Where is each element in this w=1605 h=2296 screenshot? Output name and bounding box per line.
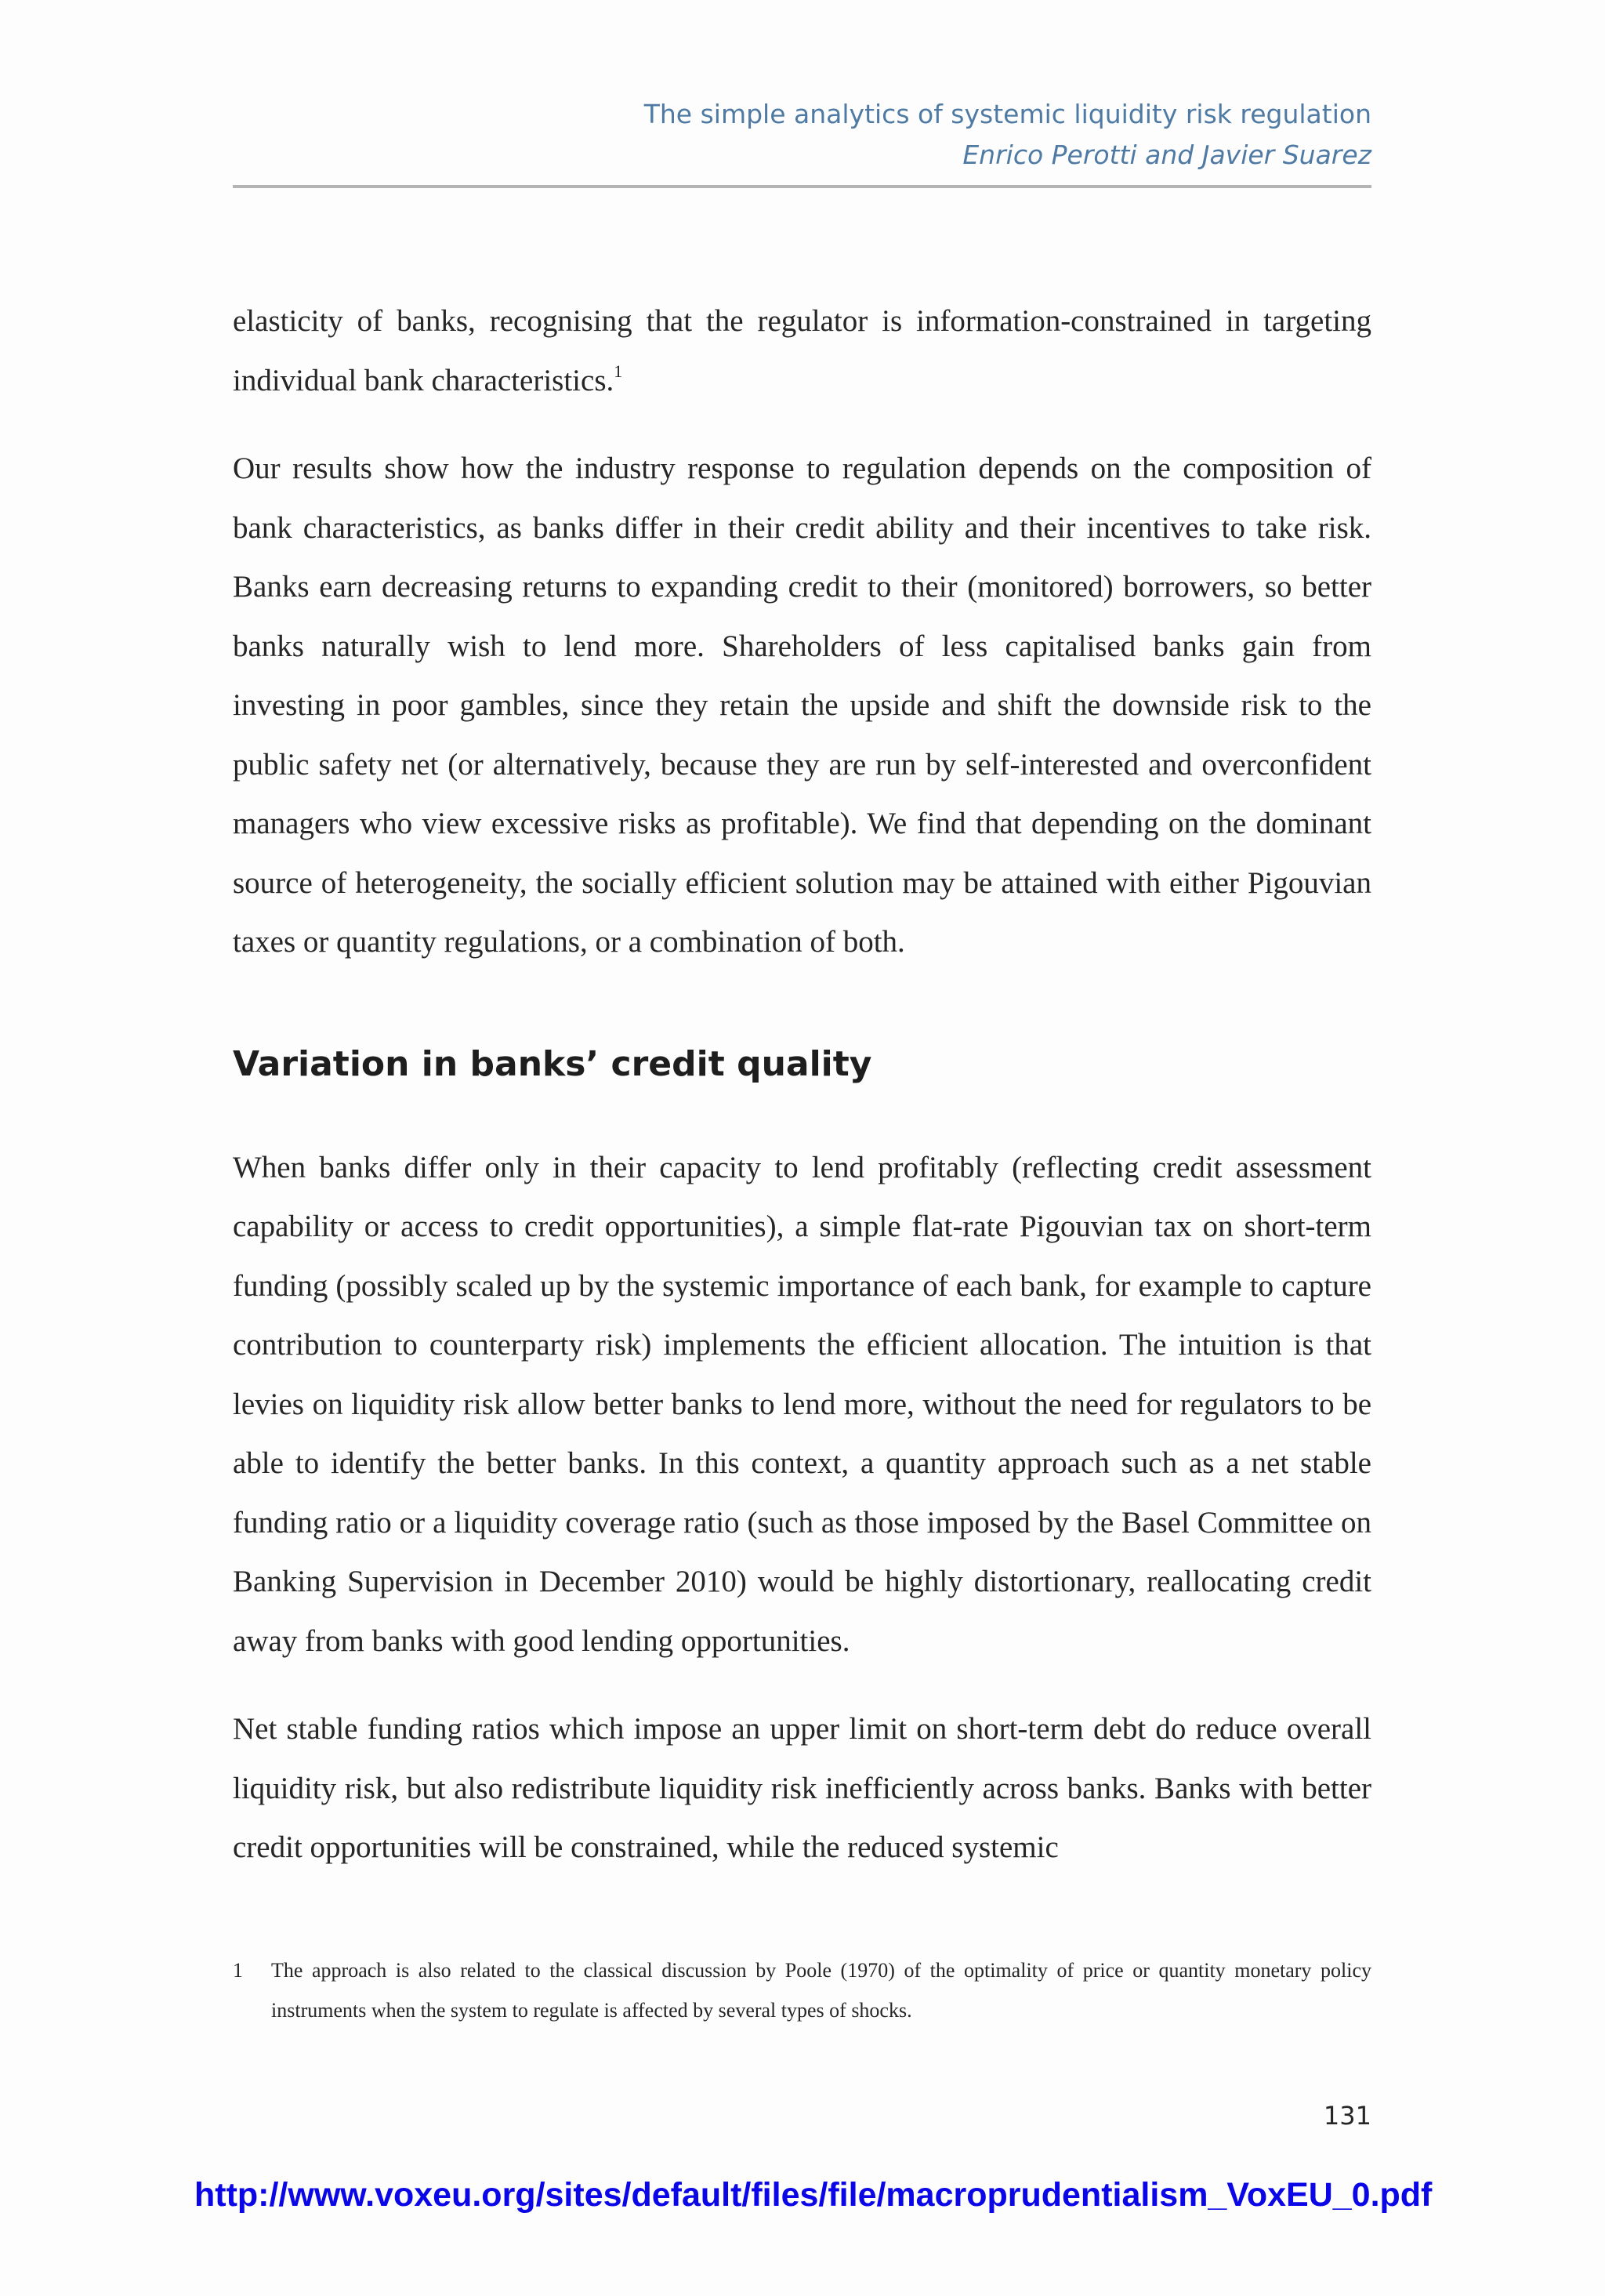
source-url-link[interactable]: http://www.voxeu.org/sites/default/files/file/macroprudentialism_VoxEU_0.pdf xyxy=(194,2176,1433,2214)
paragraph-2: Our results show how the industry response to regulation depends on the composition of bank characteristics, as banks differ in their credit ability and their incentives to take risk. Banks earn decreasing returns to expanding credit to their (monitored) borrowers, so better banks naturally wish to lend more. Shareholders of less capitalised banks gain from investing in poor gambles, since they retain the upside and shift the downside risk to the public safety net (or alternatively, because they are run by self-interested and overconfident managers who view excessive risks as profitable). We find that depending on the dominant source of heterogeneity, the socially efficient solution may be attained with either Pigouvian taxes or quantity regulations, or a combination of both. xyxy=(233,452,1371,959)
paragraph-1-text: elasticity of banks, recognising that the regulator is information-constrained in targeting individual bank characteristics. xyxy=(233,304,1371,397)
page-number: 131 xyxy=(1323,2101,1371,2131)
body-text xyxy=(233,292,1371,1906)
paragraph-3: When banks differ only in their capacity to lend profitably (reflecting credit assessment capability or access to credit opportunities), a simple flat-rate Pigouvian tax on short-term funding (possibly scaled up by the systemic importance of each bank, for example to capture contribution to counterparty risk) implements the efficient allocation. The intuition is that levies on liquidity risk allow better banks to lend more, without the need for regulators to be able to identify the better banks. In this context, a quantity approach such as a net stable funding ratio or a liquidity coverage ratio (such as those imposed by the Basel Committee on Banking Supervision in December 2010) would be highly distortionary, reallocating credit away from banks with good lending opportunities. xyxy=(233,1150,1371,1658)
running-header xyxy=(644,94,1371,176)
header-title: The simple analytics of systemic liquidity risk regulation xyxy=(643,99,1371,129)
section-heading: Variation in banks’ credit quality xyxy=(233,1043,872,1084)
footnote-reference[interactable]: 1 xyxy=(614,361,623,381)
footnote-text: The approach is also related to the classical discussion by Poole (1970) of the optimality of price or quantity monetary policy instruments when the system to regulate is affected by several types of shocks. xyxy=(271,1959,1371,2022)
footnote-number: 1 xyxy=(233,1959,243,1982)
paragraph-4: Net stable funding ratios which impose an upper limit on short-term debt do reduce overall liquidity risk, but also redistribute liquidity risk inefficiently across banks. Banks with better credit opportunities will be constrained, while the reduced systemic xyxy=(233,1712,1371,1864)
footnote xyxy=(233,1950,1371,2030)
header-divider xyxy=(233,185,1371,188)
header-authors: Enrico Perotti and Javier Suarez xyxy=(962,140,1371,170)
paragraph-1 xyxy=(233,292,1371,410)
